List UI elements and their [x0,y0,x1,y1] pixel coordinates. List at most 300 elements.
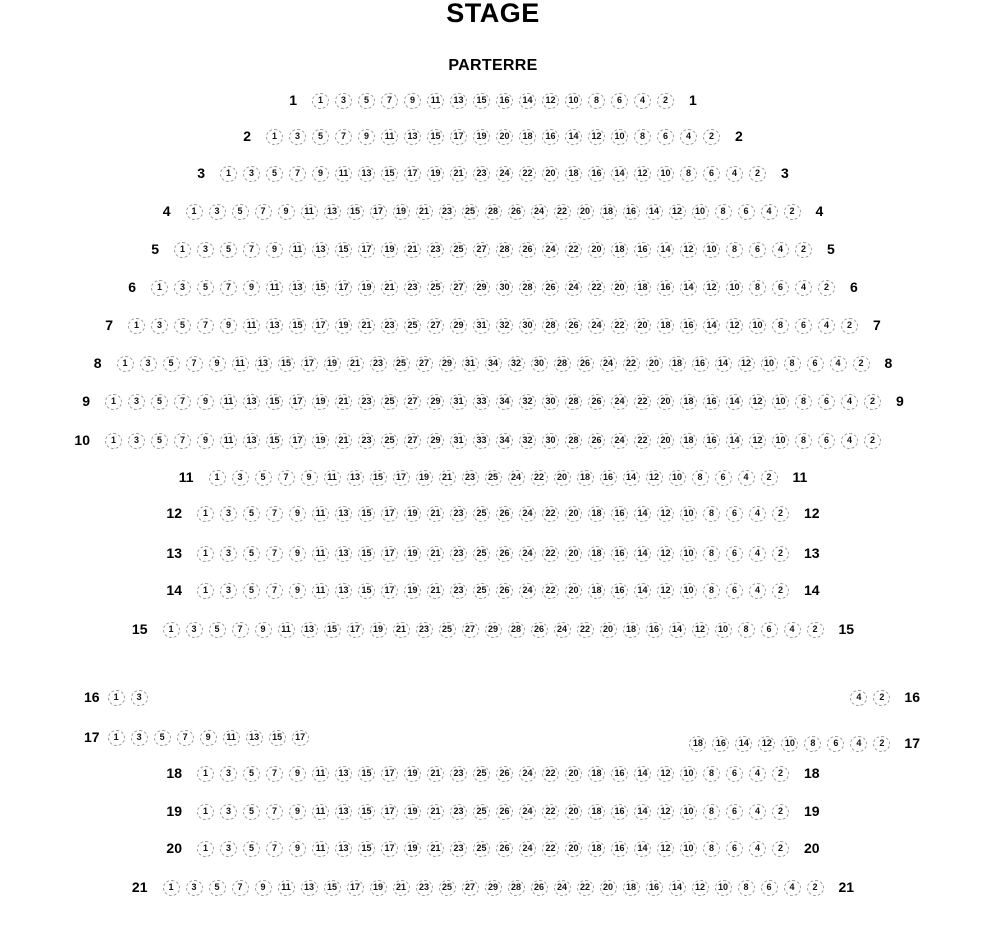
seat-row10-21[interactable]: 21 [335,433,352,449]
seat-row14-10[interactable]: 10 [680,583,697,599]
seat-row2-11[interactable]: 11 [381,129,398,145]
seat-row13-19[interactable]: 19 [404,546,421,562]
seat-row3-19[interactable]: 19 [427,166,444,182]
seat-row14-19[interactable]: 19 [404,583,421,599]
seat-row20-9[interactable]: 9 [289,841,306,857]
seat-row6-19[interactable]: 19 [358,280,375,296]
seat-row15-13[interactable]: 13 [301,622,318,638]
seat-row9-11[interactable]: 11 [220,394,237,410]
seat-row19-25[interactable]: 25 [473,804,490,820]
seat-row1-1[interactable]: 1 [312,93,329,109]
seat-row7-20[interactable]: 20 [634,318,651,334]
seat-row12-21[interactable]: 21 [427,506,444,522]
seat-row15-27[interactable]: 27 [462,622,479,638]
seat-row14-21[interactable]: 21 [427,583,444,599]
seat-row19-19[interactable]: 19 [404,804,421,820]
seat-row21-17[interactable]: 17 [347,880,364,896]
seat-row20-4[interactable]: 4 [749,841,766,857]
seat-row19-23[interactable]: 23 [450,804,467,820]
seat-row15-24[interactable]: 24 [554,622,571,638]
seat-row7-22[interactable]: 22 [611,318,628,334]
seat-row13-1[interactable]: 1 [197,546,214,562]
seat-row9-16[interactable]: 16 [703,394,720,410]
seat-row15-26[interactable]: 26 [531,622,548,638]
seat-row4-24[interactable]: 24 [531,204,548,220]
seat-row19-9[interactable]: 9 [289,804,306,820]
seat-row3-18[interactable]: 18 [565,166,582,182]
seat-row21-27[interactable]: 27 [462,880,479,896]
seat-row21-24[interactable]: 24 [554,880,571,896]
seat-row9-3[interactable]: 3 [128,394,145,410]
seat-row19-12[interactable]: 12 [657,804,674,820]
seat-row5-4[interactable]: 4 [772,242,789,258]
seat-row11-4[interactable]: 4 [738,470,755,486]
seat-row8-30[interactable]: 30 [531,356,548,372]
seat-row6-16[interactable]: 16 [657,280,674,296]
seat-row9-31[interactable]: 31 [450,394,467,410]
seat-row11-2[interactable]: 2 [761,470,778,486]
seat-row7-25[interactable]: 25 [404,318,421,334]
seat-row1-9[interactable]: 9 [404,93,421,109]
seat-row5-18[interactable]: 18 [611,242,628,258]
seat-row1-6[interactable]: 6 [611,93,628,109]
seat-row19-24[interactable]: 24 [519,804,536,820]
seat-row9-9[interactable]: 9 [197,394,214,410]
seat-row13-10[interactable]: 10 [680,546,697,562]
seat-row9-23[interactable]: 23 [358,394,375,410]
seat-row6-18[interactable]: 18 [634,280,651,296]
seat-row15-11[interactable]: 11 [278,622,295,638]
seat-row10-17[interactable]: 17 [289,433,306,449]
seat-row2-19[interactable]: 19 [473,129,490,145]
seat-row21-29[interactable]: 29 [485,880,502,896]
seat-row8-26[interactable]: 26 [577,356,594,372]
seat-row3-1[interactable]: 1 [220,166,237,182]
seat-row21-22[interactable]: 22 [577,880,594,896]
seat-row12-23[interactable]: 23 [450,506,467,522]
seat-row11-10[interactable]: 10 [669,470,686,486]
seat-row20-11[interactable]: 11 [312,841,329,857]
seat-row18-1[interactable]: 1 [197,766,214,782]
seat-row12-20[interactable]: 20 [565,506,582,522]
seat-row12-13[interactable]: 13 [335,506,352,522]
seat-row19-5[interactable]: 5 [243,804,260,820]
seat-row17-4[interactable]: 4 [850,736,867,752]
seat-row21-10[interactable]: 10 [715,880,732,896]
seat-row17-16[interactable]: 16 [712,736,729,752]
seat-row3-3[interactable]: 3 [243,166,260,182]
seat-row1-13[interactable]: 13 [450,93,467,109]
seat-row18-22[interactable]: 22 [542,766,559,782]
seat-row15-6[interactable]: 6 [761,622,778,638]
seat-row10-12[interactable]: 12 [749,433,766,449]
seat-row7-26[interactable]: 26 [565,318,582,334]
seat-row1-16[interactable]: 16 [496,93,513,109]
seat-row5-23[interactable]: 23 [427,242,444,258]
seat-row13-24[interactable]: 24 [519,546,536,562]
seat-row11-13[interactable]: 13 [347,470,364,486]
seat-row4-17[interactable]: 17 [370,204,387,220]
seat-row15-19[interactable]: 19 [370,622,387,638]
seat-row14-26[interactable]: 26 [496,583,513,599]
seat-row16-3[interactable]: 3 [131,690,148,706]
seat-row11-24[interactable]: 24 [508,470,525,486]
seat-row5-22[interactable]: 22 [565,242,582,258]
seat-row10-32[interactable]: 32 [519,433,536,449]
seat-row4-1[interactable]: 1 [186,204,203,220]
seat-row14-16[interactable]: 16 [611,583,628,599]
seat-row10-1[interactable]: 1 [105,433,122,449]
seat-row5-17[interactable]: 17 [358,242,375,258]
seat-row17-6[interactable]: 6 [827,736,844,752]
seat-row6-9[interactable]: 9 [243,280,260,296]
seat-row19-18[interactable]: 18 [588,804,605,820]
seat-row19-13[interactable]: 13 [335,804,352,820]
seat-row5-1[interactable]: 1 [174,242,191,258]
seat-row19-8[interactable]: 8 [703,804,720,820]
seat-row6-10[interactable]: 10 [726,280,743,296]
seat-row19-26[interactable]: 26 [496,804,513,820]
seat-row8-9[interactable]: 9 [209,356,226,372]
seat-row14-23[interactable]: 23 [450,583,467,599]
seat-row19-14[interactable]: 14 [634,804,651,820]
seat-row1-10[interactable]: 10 [565,93,582,109]
seat-row4-2[interactable]: 2 [784,204,801,220]
seat-row7-2[interactable]: 2 [841,318,858,334]
seat-row20-24[interactable]: 24 [519,841,536,857]
seat-row6-7[interactable]: 7 [220,280,237,296]
seat-row16-4[interactable]: 4 [850,690,867,706]
seat-row2-14[interactable]: 14 [565,129,582,145]
seat-row5-27[interactable]: 27 [473,242,490,258]
seat-row14-3[interactable]: 3 [220,583,237,599]
seat-row6-2[interactable]: 2 [818,280,835,296]
seat-row3-6[interactable]: 6 [703,166,720,182]
seat-row18-15[interactable]: 15 [358,766,375,782]
seat-row13-21[interactable]: 21 [427,546,444,562]
seat-row21-5[interactable]: 5 [209,880,226,896]
seat-row15-3[interactable]: 3 [186,622,203,638]
seat-row9-25[interactable]: 25 [381,394,398,410]
seat-row13-5[interactable]: 5 [243,546,260,562]
seat-row5-2[interactable]: 2 [795,242,812,258]
seat-row11-22[interactable]: 22 [531,470,548,486]
seat-row5-9[interactable]: 9 [266,242,283,258]
seat-row8-27[interactable]: 27 [416,356,433,372]
seat-row4-5[interactable]: 5 [232,204,249,220]
seat-row4-9[interactable]: 9 [278,204,295,220]
seat-row4-26[interactable]: 26 [508,204,525,220]
seat-row20-13[interactable]: 13 [335,841,352,857]
seat-row10-9[interactable]: 9 [197,433,214,449]
seat-row14-14[interactable]: 14 [634,583,651,599]
seat-row21-7[interactable]: 7 [232,880,249,896]
seat-row11-5[interactable]: 5 [255,470,272,486]
seat-row12-6[interactable]: 6 [726,506,743,522]
seat-row11-18[interactable]: 18 [577,470,594,486]
seat-row11-9[interactable]: 9 [301,470,318,486]
seat-row6-22[interactable]: 22 [588,280,605,296]
seat-row11-8[interactable]: 8 [692,470,709,486]
seat-row21-14[interactable]: 14 [669,880,686,896]
seat-row2-3[interactable]: 3 [289,129,306,145]
seat-row20-6[interactable]: 6 [726,841,743,857]
seat-row3-13[interactable]: 13 [358,166,375,182]
seat-row21-25[interactable]: 25 [439,880,456,896]
seat-row3-17[interactable]: 17 [404,166,421,182]
seat-row13-14[interactable]: 14 [634,546,651,562]
seat-row9-4[interactable]: 4 [841,394,858,410]
seat-row13-26[interactable]: 26 [496,546,513,562]
seat-row7-8[interactable]: 8 [772,318,789,334]
seat-row3-20[interactable]: 20 [542,166,559,182]
seat-row8-24[interactable]: 24 [600,356,617,372]
seat-row15-20[interactable]: 20 [600,622,617,638]
seat-row4-16[interactable]: 16 [623,204,640,220]
seat-row8-28[interactable]: 28 [554,356,571,372]
seat-row1-12[interactable]: 12 [542,93,559,109]
seat-row9-20[interactable]: 20 [657,394,674,410]
seat-row5-7[interactable]: 7 [243,242,260,258]
seat-row13-6[interactable]: 6 [726,546,743,562]
seat-row12-26[interactable]: 26 [496,506,513,522]
seat-row8-19[interactable]: 19 [324,356,341,372]
seat-row6-28[interactable]: 28 [519,280,536,296]
seat-row18-26[interactable]: 26 [496,766,513,782]
seat-row12-1[interactable]: 1 [197,506,214,522]
seat-row10-23[interactable]: 23 [358,433,375,449]
seat-row18-5[interactable]: 5 [243,766,260,782]
seat-row9-32[interactable]: 32 [519,394,536,410]
seat-row21-12[interactable]: 12 [692,880,709,896]
seat-row10-29[interactable]: 29 [427,433,444,449]
seat-row18-11[interactable]: 11 [312,766,329,782]
seat-row9-6[interactable]: 6 [818,394,835,410]
seat-row13-16[interactable]: 16 [611,546,628,562]
seat-row10-25[interactable]: 25 [381,433,398,449]
seat-row18-19[interactable]: 19 [404,766,421,782]
seat-row6-1[interactable]: 1 [151,280,168,296]
seat-row12-5[interactable]: 5 [243,506,260,522]
seat-row17-3[interactable]: 3 [131,730,148,746]
seat-row17-5[interactable]: 5 [154,730,171,746]
seat-row19-15[interactable]: 15 [358,804,375,820]
seat-row12-25[interactable]: 25 [473,506,490,522]
seat-row10-24[interactable]: 24 [611,433,628,449]
seat-row3-12[interactable]: 12 [634,166,651,182]
seat-row7-13[interactable]: 13 [266,318,283,334]
seat-row8-18[interactable]: 18 [669,356,686,372]
seat-row1-8[interactable]: 8 [588,93,605,109]
seat-row15-7[interactable]: 7 [232,622,249,638]
seat-row8-22[interactable]: 22 [623,356,640,372]
seat-row7-17[interactable]: 17 [312,318,329,334]
seat-row16-1[interactable]: 1 [108,690,125,706]
seat-row8-10[interactable]: 10 [761,356,778,372]
seat-row10-7[interactable]: 7 [174,433,191,449]
seat-row5-14[interactable]: 14 [657,242,674,258]
seat-row20-25[interactable]: 25 [473,841,490,857]
seat-row14-25[interactable]: 25 [473,583,490,599]
seat-row8-1[interactable]: 1 [117,356,134,372]
seat-row19-17[interactable]: 17 [381,804,398,820]
seat-row3-5[interactable]: 5 [266,166,283,182]
seat-row3-7[interactable]: 7 [289,166,306,182]
seat-row19-6[interactable]: 6 [726,804,743,820]
seat-row5-26[interactable]: 26 [519,242,536,258]
seat-row7-27[interactable]: 27 [427,318,444,334]
seat-row15-17[interactable]: 17 [347,622,364,638]
seat-row13-15[interactable]: 15 [358,546,375,562]
seat-row19-10[interactable]: 10 [680,804,697,820]
seat-row10-34[interactable]: 34 [496,433,513,449]
seat-row18-3[interactable]: 3 [220,766,237,782]
seat-row20-3[interactable]: 3 [220,841,237,857]
seat-row8-23[interactable]: 23 [370,356,387,372]
seat-row20-16[interactable]: 16 [611,841,628,857]
seat-row12-18[interactable]: 18 [588,506,605,522]
seat-row9-34[interactable]: 34 [496,394,513,410]
seat-row10-33[interactable]: 33 [473,433,490,449]
seat-row14-5[interactable]: 5 [243,583,260,599]
seat-row17-8[interactable]: 8 [804,736,821,752]
seat-row14-15[interactable]: 15 [358,583,375,599]
seat-row9-26[interactable]: 26 [588,394,605,410]
seat-row15-16[interactable]: 16 [646,622,663,638]
seat-row13-25[interactable]: 25 [473,546,490,562]
seat-row15-5[interactable]: 5 [209,622,226,638]
seat-row15-18[interactable]: 18 [623,622,640,638]
seat-row21-13[interactable]: 13 [301,880,318,896]
seat-row15-4[interactable]: 4 [784,622,801,638]
seat-row2-9[interactable]: 9 [358,129,375,145]
seat-row9-13[interactable]: 13 [243,394,260,410]
seat-row20-7[interactable]: 7 [266,841,283,857]
seat-row2-12[interactable]: 12 [588,129,605,145]
seat-row20-5[interactable]: 5 [243,841,260,857]
seat-row20-22[interactable]: 22 [542,841,559,857]
seat-row4-4[interactable]: 4 [761,204,778,220]
seat-row4-20[interactable]: 20 [577,204,594,220]
seat-row2-5[interactable]: 5 [312,129,329,145]
seat-row21-19[interactable]: 19 [370,880,387,896]
seat-row10-26[interactable]: 26 [588,433,605,449]
seat-row13-13[interactable]: 13 [335,546,352,562]
seat-row7-4[interactable]: 4 [818,318,835,334]
seat-row5-10[interactable]: 10 [703,242,720,258]
seat-row6-25[interactable]: 25 [427,280,444,296]
seat-row6-4[interactable]: 4 [795,280,812,296]
seat-row11-14[interactable]: 14 [623,470,640,486]
seat-row7-16[interactable]: 16 [680,318,697,334]
seat-row20-14[interactable]: 14 [634,841,651,857]
seat-row5-3[interactable]: 3 [197,242,214,258]
seat-row7-23[interactable]: 23 [381,318,398,334]
seat-row7-6[interactable]: 6 [795,318,812,334]
seat-row14-2[interactable]: 2 [772,583,789,599]
seat-row17-7[interactable]: 7 [177,730,194,746]
seat-row4-19[interactable]: 19 [393,204,410,220]
seat-row21-1[interactable]: 1 [163,880,180,896]
seat-row19-21[interactable]: 21 [427,804,444,820]
seat-row15-8[interactable]: 8 [738,622,755,638]
seat-row14-11[interactable]: 11 [312,583,329,599]
seat-row3-22[interactable]: 22 [519,166,536,182]
seat-row19-22[interactable]: 22 [542,804,559,820]
seat-row17-2[interactable]: 2 [873,736,890,752]
seat-row7-24[interactable]: 24 [588,318,605,334]
seat-row7-10[interactable]: 10 [749,318,766,334]
seat-row9-22[interactable]: 22 [634,394,651,410]
seat-row13-9[interactable]: 9 [289,546,306,562]
seat-row18-4[interactable]: 4 [749,766,766,782]
seat-row4-12[interactable]: 12 [669,204,686,220]
seat-row10-2[interactable]: 2 [864,433,881,449]
seat-row1-3[interactable]: 3 [335,93,352,109]
seat-row8-15[interactable]: 15 [278,356,295,372]
seat-row15-23[interactable]: 23 [416,622,433,638]
seat-row4-22[interactable]: 22 [554,204,571,220]
seat-row17-12[interactable]: 12 [758,736,775,752]
seat-row2-6[interactable]: 6 [657,129,674,145]
seat-row3-11[interactable]: 11 [335,166,352,182]
seat-row8-17[interactable]: 17 [301,356,318,372]
seat-row11-21[interactable]: 21 [439,470,456,486]
seat-row20-12[interactable]: 12 [657,841,674,857]
seat-row15-12[interactable]: 12 [692,622,709,638]
seat-row10-19[interactable]: 19 [312,433,329,449]
seat-row6-3[interactable]: 3 [174,280,191,296]
seat-row11-25[interactable]: 25 [485,470,502,486]
seat-row13-22[interactable]: 22 [542,546,559,562]
seat-row19-4[interactable]: 4 [749,804,766,820]
seat-row14-22[interactable]: 22 [542,583,559,599]
seat-row1-2[interactable]: 2 [657,93,674,109]
seat-row14-9[interactable]: 9 [289,583,306,599]
seat-row4-18[interactable]: 18 [600,204,617,220]
seat-row11-7[interactable]: 7 [278,470,295,486]
seat-row10-30[interactable]: 30 [542,433,559,449]
seat-row9-2[interactable]: 2 [864,394,881,410]
seat-row21-9[interactable]: 9 [255,880,272,896]
seat-row1-11[interactable]: 11 [427,93,444,109]
seat-row7-29[interactable]: 29 [450,318,467,334]
seat-row12-12[interactable]: 12 [657,506,674,522]
seat-row4-13[interactable]: 13 [324,204,341,220]
seat-row20-26[interactable]: 26 [496,841,513,857]
seat-row8-12[interactable]: 12 [738,356,755,372]
seat-row15-14[interactable]: 14 [669,622,686,638]
seat-row5-6[interactable]: 6 [749,242,766,258]
seat-row4-7[interactable]: 7 [255,204,272,220]
seat-row5-11[interactable]: 11 [289,242,306,258]
seat-row3-24[interactable]: 24 [496,166,513,182]
seat-row4-3[interactable]: 3 [209,204,226,220]
seat-row6-8[interactable]: 8 [749,280,766,296]
seat-row8-2[interactable]: 2 [853,356,870,372]
seat-row7-21[interactable]: 21 [358,318,375,334]
seat-row7-5[interactable]: 5 [174,318,191,334]
seat-row4-25[interactable]: 25 [462,204,479,220]
seat-row3-14[interactable]: 14 [611,166,628,182]
seat-row4-23[interactable]: 23 [439,204,456,220]
seat-row3-23[interactable]: 23 [473,166,490,182]
seat-row10-20[interactable]: 20 [657,433,674,449]
seat-row11-6[interactable]: 6 [715,470,732,486]
seat-row20-19[interactable]: 19 [404,841,421,857]
seat-row6-26[interactable]: 26 [542,280,559,296]
seat-row21-2[interactable]: 2 [807,880,824,896]
